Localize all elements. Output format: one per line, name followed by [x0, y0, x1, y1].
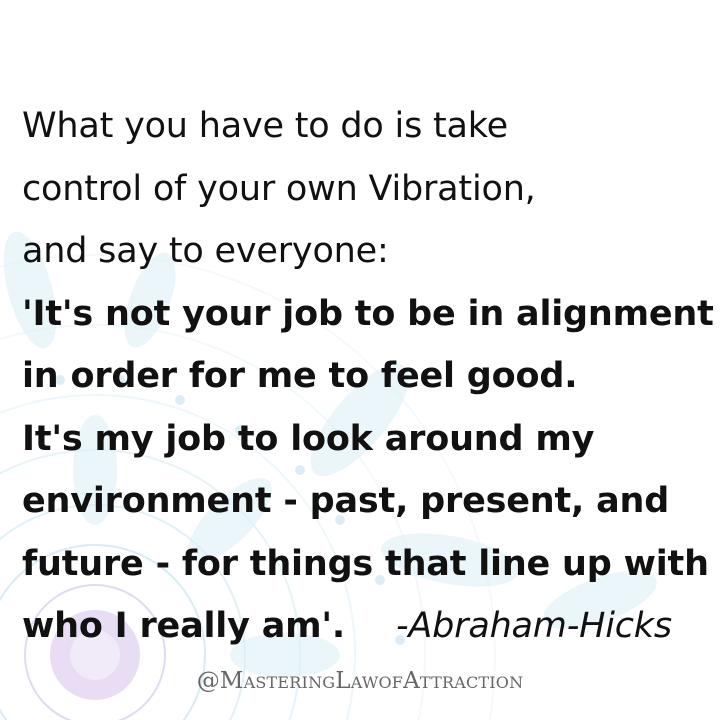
- quote-line: who I really am'.: [22, 606, 345, 646]
- quote-line: in order for me to feel good.: [22, 356, 578, 396]
- quote-line: 'It's not your job to be in alignment: [22, 293, 714, 334]
- quote-attribution: -Abraham-Hicks: [395, 606, 672, 646]
- quote-line: control of your own Vibration,: [22, 168, 536, 209]
- social-handle: @MasteringLawofAttraction: [196, 668, 524, 694]
- quote-line: What you have to do is take: [22, 106, 508, 146]
- quote-line: future - for things that line up with: [22, 543, 709, 584]
- quote-line: environment - past, present, and: [22, 481, 670, 521]
- quote-line: and say to everyone:: [22, 231, 389, 271]
- quote-last-line: [22, 595, 712, 658]
- quote-text: [22, 95, 712, 658]
- quote-line: It's my job to look around my: [22, 418, 595, 459]
